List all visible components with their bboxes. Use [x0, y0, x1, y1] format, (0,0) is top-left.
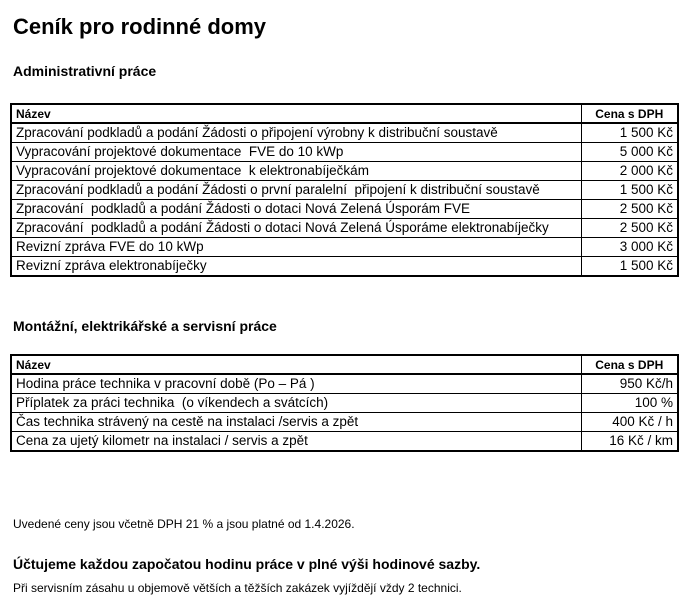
- administrative-price-table: [10, 103, 679, 277]
- service-name-cell: Zpracování podkladů a podání Žádosti o první paralelní připojení k distribuční soustavě: [11, 181, 581, 200]
- vat-validity-note: Uvedené ceny jsou včetně DPH 21 % a jsou platné od 1.4.2026.: [13, 517, 355, 531]
- table-header-row: [11, 355, 678, 374]
- page-title: Ceník pro rodinné domy: [13, 14, 267, 39]
- table-row: [11, 374, 678, 394]
- table-row: [11, 432, 678, 452]
- section-heading-administrative: Administrativní práce: [13, 63, 157, 79]
- service-name-cell: Vypracování projektové dokumentace FVE do 10 kWp: [11, 143, 581, 162]
- service-price-cell: 2 000 Kč: [581, 162, 678, 181]
- column-header-name: Název: [11, 355, 581, 374]
- service-name-cell: Vypracování projektové dokumentace k elektronabíječkám: [11, 162, 581, 181]
- service-price-table: [10, 354, 679, 452]
- service-price-cell: 950 Kč/h: [581, 374, 678, 394]
- service-name-cell: Zpracování podkladů a podání Žádosti o připojení výrobny k distribuční soustavě: [11, 123, 581, 143]
- section-heading-service-works: Montážní, elektrikářské a servisní práce: [13, 318, 277, 334]
- service-price-cell: 5 000 Kč: [581, 143, 678, 162]
- service-name-cell: Zpracování podkladů a podání Žádosti o dotaci Nová Zelená Úsporáme elektronabíječky: [11, 219, 581, 238]
- table-row: [11, 257, 678, 277]
- service-price-cell: 3 000 Kč: [581, 238, 678, 257]
- service-name-cell: Zpracování podkladů a podání Žádosti o dotaci Nová Zelená Úsporám FVE: [11, 200, 581, 219]
- table-row: [11, 162, 678, 181]
- service-price-cell: 100 %: [581, 394, 678, 413]
- table-header-row: [11, 104, 678, 123]
- table-row: [11, 123, 678, 143]
- table-row: [11, 238, 678, 257]
- service-price-cell: 1 500 Kč: [581, 257, 678, 277]
- service-price-cell: 400 Kč / h: [581, 413, 678, 432]
- table-row: [11, 143, 678, 162]
- service-price-cell: 2 500 Kč: [581, 219, 678, 238]
- billing-policy-note: Účtujeme každou započatou hodinu práce v plné výši hodinové sazby.: [13, 556, 481, 572]
- two-technicians-note: Při servisním zásahu u objemově větších a těžších zakázek vyjíždějí vždy 2 technici.: [13, 581, 462, 595]
- service-name-cell: Cena za ujetý kilometr na instalaci / servis a zpět: [11, 432, 581, 452]
- column-header-price: Cena s DPH: [581, 355, 678, 374]
- service-name-cell: Revizní zpráva FVE do 10 kWp: [11, 238, 581, 257]
- service-price-cell: 1 500 Kč: [581, 181, 678, 200]
- table-row: [11, 181, 678, 200]
- service-name-cell: Hodina práce technika v pracovní době (Po – Pá ): [11, 374, 581, 394]
- service-name-cell: Čas technika strávený na cestě na instalaci /servis a zpět: [11, 413, 581, 432]
- service-name-cell: Příplatek za práci technika (o víkendech a svátcích): [11, 394, 581, 413]
- service-name-cell: Revizní zpráva elektronabíječky: [11, 257, 581, 277]
- service-price-cell: 16 Kč / km: [581, 432, 678, 452]
- column-header-price: Cena s DPH: [581, 104, 678, 123]
- table-row: [11, 394, 678, 413]
- column-header-name: Název: [11, 104, 581, 123]
- table-row: [11, 200, 678, 219]
- table-row: [11, 219, 678, 238]
- table-row: [11, 413, 678, 432]
- service-price-cell: 2 500 Kč: [581, 200, 678, 219]
- service-price-cell: 1 500 Kč: [581, 123, 678, 143]
